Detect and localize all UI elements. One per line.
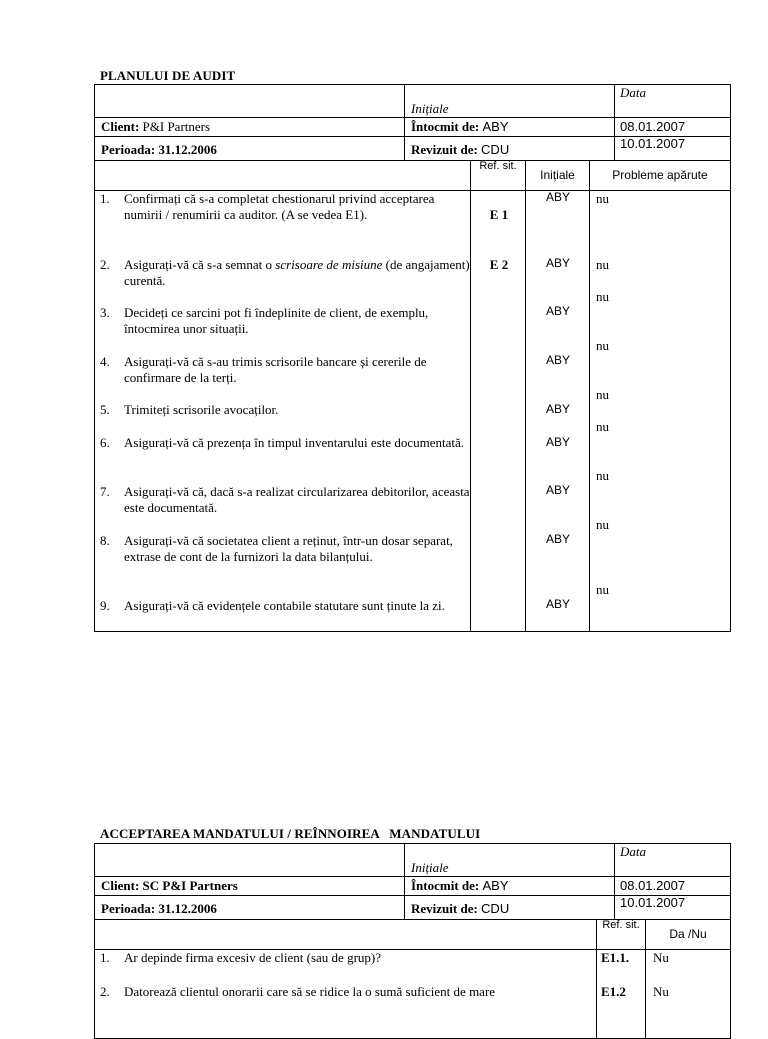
accept-revizuit-cell — [404, 895, 615, 920]
plan-header-data-cell — [614, 84, 731, 118]
plan-col-probleme-label: Probleme apărute — [612, 168, 708, 182]
plan-item-2-text-italic: scrisoare de misiune — [275, 257, 383, 272]
plan-item-7-text: Asigurați-vă că, dacă s-a realizat circularizarea debitorilor, aceasta este documentată. — [124, 484, 470, 515]
plan-item-4-text: Asigurați-vă că s-au trimis scrisorile bancare și cererile de confirmare de la terți. — [124, 354, 427, 385]
plan-client-value: P&I Partners — [142, 119, 211, 134]
plan-col-ref-label: Ref. sit. — [479, 160, 517, 172]
accept-item-2-val: Nu — [653, 984, 669, 999]
accept-date1: 08.01.2007 — [620, 878, 686, 893]
accept-header-initiale-cell — [404, 843, 615, 877]
plan-intocmit-cell — [404, 117, 615, 137]
plan-item-2-ref: E 2 — [489, 257, 509, 272]
accept-intocmit-value: ABY — [482, 878, 509, 893]
plan-initiale-label: Inițiale — [411, 101, 449, 116]
plan-item-1-prob: nu — [596, 191, 609, 206]
plan-item-5-ini: ABY — [545, 402, 570, 416]
accept-revizuit-value: CDU — [481, 901, 510, 916]
plan-item-3-text: Decideți ce sarcini pot fi îndeplinite de client, de exemplu, întocmirea unor situații. — [124, 305, 429, 336]
plan-item-2-num: 2. — [100, 257, 110, 272]
plan-item-6-text: Asigurați-vă că prezența în timpul inventarului este documentată. — [124, 435, 465, 450]
accept-client-cell — [94, 876, 405, 896]
plan-col-initiale-label: Inițiale — [540, 168, 575, 182]
plan-item-3-num: 3. — [100, 305, 110, 320]
accept-col-danu — [645, 919, 731, 950]
accept-perioada-cell — [94, 895, 405, 920]
accept-perioada: Perioada: 31.12.2006 — [101, 901, 217, 916]
plan-col-probleme — [589, 160, 731, 191]
accept-revizuit-label: Revizuit de: — [411, 901, 478, 916]
plan-item-2-text-end: (de angajament) curentă. — [124, 257, 470, 288]
plan-item-8-num: 8. — [100, 533, 110, 548]
plan-item-9-ini: ABY — [545, 597, 570, 611]
plan-date2-cell — [614, 136, 731, 161]
accept-col-question — [94, 919, 597, 950]
plan-item-9-prob: nu — [596, 582, 609, 597]
plan-item-5-num: 5. — [100, 402, 110, 417]
plan-title: PLANULUI DE AUDIT — [100, 68, 236, 83]
plan-item-6-num: 6. — [100, 435, 110, 450]
plan-item-9-text: Asigurați-vă că evidențele contabile statutare sunt ținute la zi. — [124, 598, 445, 613]
plan-perioada-cell — [94, 136, 405, 161]
plan-revizuit-value: CDU — [481, 142, 510, 157]
accept-title: ACCEPTAREA MANDATULUI / REÎNNOIREA MANDATULUI — [100, 826, 481, 841]
accept-date2-cell — [614, 895, 731, 920]
plan-item-8-prob: nu — [596, 517, 609, 532]
plan-col-task — [94, 160, 471, 191]
accept-item-1-text: Ar depinde firma excesiv de client (sau de grup)? — [124, 950, 382, 965]
plan-intocmit-label: Întocmit de: — [411, 119, 480, 134]
plan-item-1-ref: E 1 — [489, 207, 509, 222]
plan-item-8-text: Asigurați-vă că societatea client a reținut, într-un dosar separat, extrase de cont de la furnizori la data bilanțului. — [124, 533, 453, 564]
plan-item-6-ini: ABY — [545, 435, 570, 449]
plan-item-4-ini: ABY — [545, 353, 570, 367]
plan-item-1-num: 1. — [100, 191, 110, 206]
plan-item-7-ini: ABY — [545, 483, 570, 497]
accept-header-blank — [94, 843, 405, 877]
plan-col-ref — [470, 160, 526, 191]
accept-initiale-label: Inițiale — [411, 860, 449, 875]
plan-col-initiale — [525, 160, 590, 191]
accept-col-ref — [596, 919, 646, 950]
plan-header-blank — [94, 84, 405, 118]
plan-revizuit-cell — [404, 136, 615, 161]
plan-item-3-ini: ABY — [545, 304, 570, 318]
plan-header-initiale-cell — [404, 84, 615, 118]
plan-item-5-text: Trimiteți scrisorile avocaților. — [124, 402, 279, 417]
accept-item-1-val: Nu — [653, 950, 669, 965]
plan-revizuit-label: Revizuit de: — [411, 142, 478, 157]
accept-item-1-ref: E1.1. — [601, 950, 630, 965]
plan-item-2-prob: nu — [596, 257, 609, 272]
plan-item-1-ini: ABY — [545, 190, 570, 204]
accept-client: Client: SC P&I Partners — [101, 878, 238, 893]
accept-header-data-cell — [614, 843, 731, 877]
plan-item-9-num: 9. — [100, 598, 110, 613]
plan-date2: 10.01.2007 — [620, 136, 686, 151]
plan-item-5-prob: nu — [596, 387, 609, 402]
plan-item-2-ini: ABY — [545, 256, 570, 270]
accept-date1-cell — [614, 876, 731, 896]
plan-date1-cell — [614, 117, 731, 137]
accept-item-2-text: Datorează clientul onorarii care să se ridice la o sumă suficient de mare — [124, 984, 496, 999]
plan-item-7-prob: nu — [596, 468, 609, 483]
plan-item-2-text: Asigurați-vă că s-a semnat o — [124, 257, 276, 272]
accept-data-label: Data — [620, 844, 646, 859]
plan-client-cell — [94, 117, 405, 137]
plan-item-4-prob: nu — [596, 338, 609, 353]
plan-item-4-num: 4. — [100, 354, 110, 369]
plan-item-1-text: Confirmați că s-a completat chestionarul privind acceptarea numirii / renumirii ca auditor. (A se vedea E1). — [124, 191, 435, 222]
plan-item-8-ini: ABY — [545, 532, 570, 546]
accept-item-2-ref: E1.2 — [601, 984, 626, 999]
accept-item-1-num: 1. — [100, 950, 110, 965]
accept-col-danu-label: Da /Nu — [669, 927, 707, 941]
plan-intocmit-value: ABY — [482, 119, 509, 134]
plan-item-6-prob: nu — [596, 419, 609, 434]
plan-client-label: Client: — [101, 119, 140, 134]
plan-perioada: Perioada: 31.12.2006 — [101, 142, 217, 157]
accept-intocmit-cell — [404, 876, 615, 896]
plan-item-7-num: 7. — [100, 484, 110, 499]
accept-col-ref-label: Ref. sit. — [602, 919, 640, 931]
plan-date1: 08.01.2007 — [620, 119, 686, 134]
plan-data-label: Data — [620, 85, 646, 100]
accept-item-2-num: 2. — [100, 984, 110, 999]
plan-body-probleme — [589, 190, 731, 632]
accept-intocmit-label: Întocmit de: — [411, 878, 480, 893]
accept-date2: 10.01.2007 — [620, 895, 686, 910]
plan-item-3-prob: nu — [596, 289, 609, 304]
